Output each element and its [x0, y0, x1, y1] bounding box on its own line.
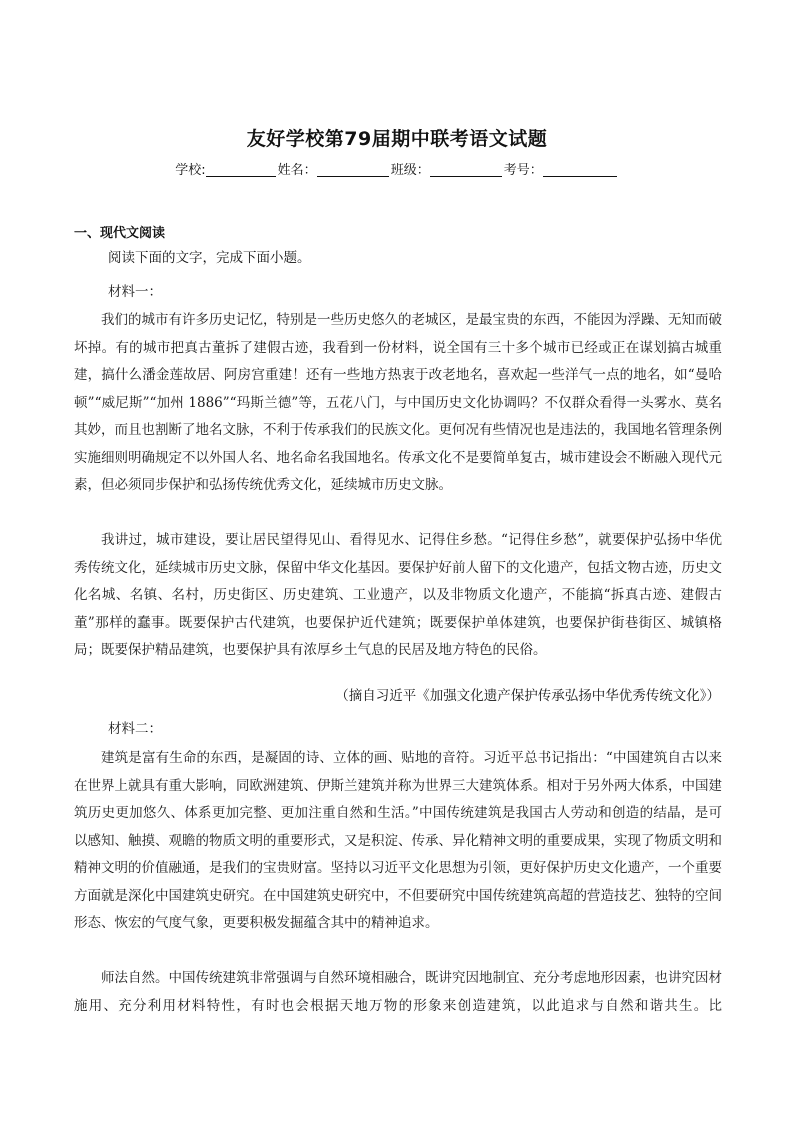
number-blank[interactable]: [543, 162, 617, 177]
class-blank[interactable]: [430, 162, 502, 177]
exam-title: 友好学校第79届期中联考语文试题: [246, 128, 548, 150]
material1-label: 材料一：: [108, 284, 162, 300]
name-label: 姓名：: [277, 163, 317, 178]
instruction: 阅读下面的文字，完成下面小题。: [108, 250, 311, 266]
paragraph-text: 建筑是富有生命的东西，是凝固的诗、立体的画、贴地的音符。习近平总书记指出：“中国建筑自古以来在世界上就具有重大影响，同欧洲建筑、伊斯兰建筑并称为世界三大建筑体系。相对于另外两大体系，中国建筑历史更加悠久、体系更加完整、更加注重自然和生活。”中国传统建筑是我国古人劳动和创造的结晶，是可以感知、触摸、观瞻的物质文明的重要形式，又是积淀、传承、异化精神文明的重要成果，实现了物质文明和精神文明的价值融通，是我们的宝贵财富。坚持以习近平文化思想为引领，更好保护历史文化遗产，一个重要方面就是深化中国建筑史研究。在中国建筑史研究中，不但要研究中国传统建筑高超的营造技艺、独特的空间形态、恢宏的气度气象，更要积极发掘蕴含其中的精神追求。: [74, 750, 722, 931]
material2-paragraph2: [74, 965, 722, 1020]
material1-source: （摘自习近平《加强文化遗产保护传承弘扬中华优秀传统文化》）: [335, 688, 720, 704]
material1-paragraph1: [74, 307, 722, 500]
material2-paragraph1: [74, 745, 722, 938]
paragraph-text: 我们的城市有许多历史记忆，特别是一些历史悠久的老城区，是最宝贵的东西，不能因为浮躁、无知而破坏掉。有的城市把真古董拆了建假古迹，我看到一份材料，说全国有三十多个城市已经或正在谋划搞古城重建，搞什么潘金莲故居、阿房宫重建！还有一些地方热衷于改老地名，喜欢起一些洋气一点的地名，如“曼哈顿”“威尼斯”“加州 1886”“玛斯兰德”等，五花八门，与中国历史文化协调吗？不仅群众看得一头雾水、莫名其妙，而且也割断了地名文脉，不利于传承我们的民族文化。更何况有些情况也是违法的，我国地名管理条例实施细则明确规定不以外国人名、地名命名我国地名。传承文化不是要简单复古，城市建设会不断融入现代元素，但必须同步保护和弘扬传统优秀文化，延续城市历史文脉。: [74, 312, 722, 493]
material1-paragraph2: [74, 527, 722, 665]
candidate-info-line: [0, 159, 794, 178]
school-label: 学校:: [175, 163, 206, 178]
section-heading: 一、现代文阅读: [74, 226, 166, 241]
name-blank[interactable]: [317, 162, 389, 177]
material2-label: 材料二：: [108, 721, 162, 737]
paragraph-text: 我讲过，城市建设，要让居民望得见山、看得见水、记得住乡愁。“记得住乡愁”，就要保护弘扬中华优秀传统文化，延续城市历史文脉，保留中华文化基因。要保护好前人留下的文化遗产，包括文物古迹，历史文化名城、名镇、名村，历史街区、历史建筑、工业遗产，以及非物质文化遗产，不能搞“拆真古迹、建假古董”那样的蠢事。既要保护古代建筑，也要保护近代建筑；既要保护单体建筑，也要保护街巷街区、城镇格局；既要保护精品建筑，也要保护具有浓厚乡土气息的民居及地方特色的民俗。: [74, 532, 722, 658]
school-blank[interactable]: [206, 162, 276, 177]
class-label: 班级：: [390, 163, 430, 178]
paragraph-text: 师法自然。中国传统建筑非常强调与自然环境相融合，既讲究因地制宜、充分考虑地形因素，也讲究因材施用、充分利用材料特性，有时也会根据天地万物的形象来创造建筑，以此追求与自然和谐共生。比: [74, 970, 722, 1014]
number-label: 考号：: [503, 163, 543, 178]
